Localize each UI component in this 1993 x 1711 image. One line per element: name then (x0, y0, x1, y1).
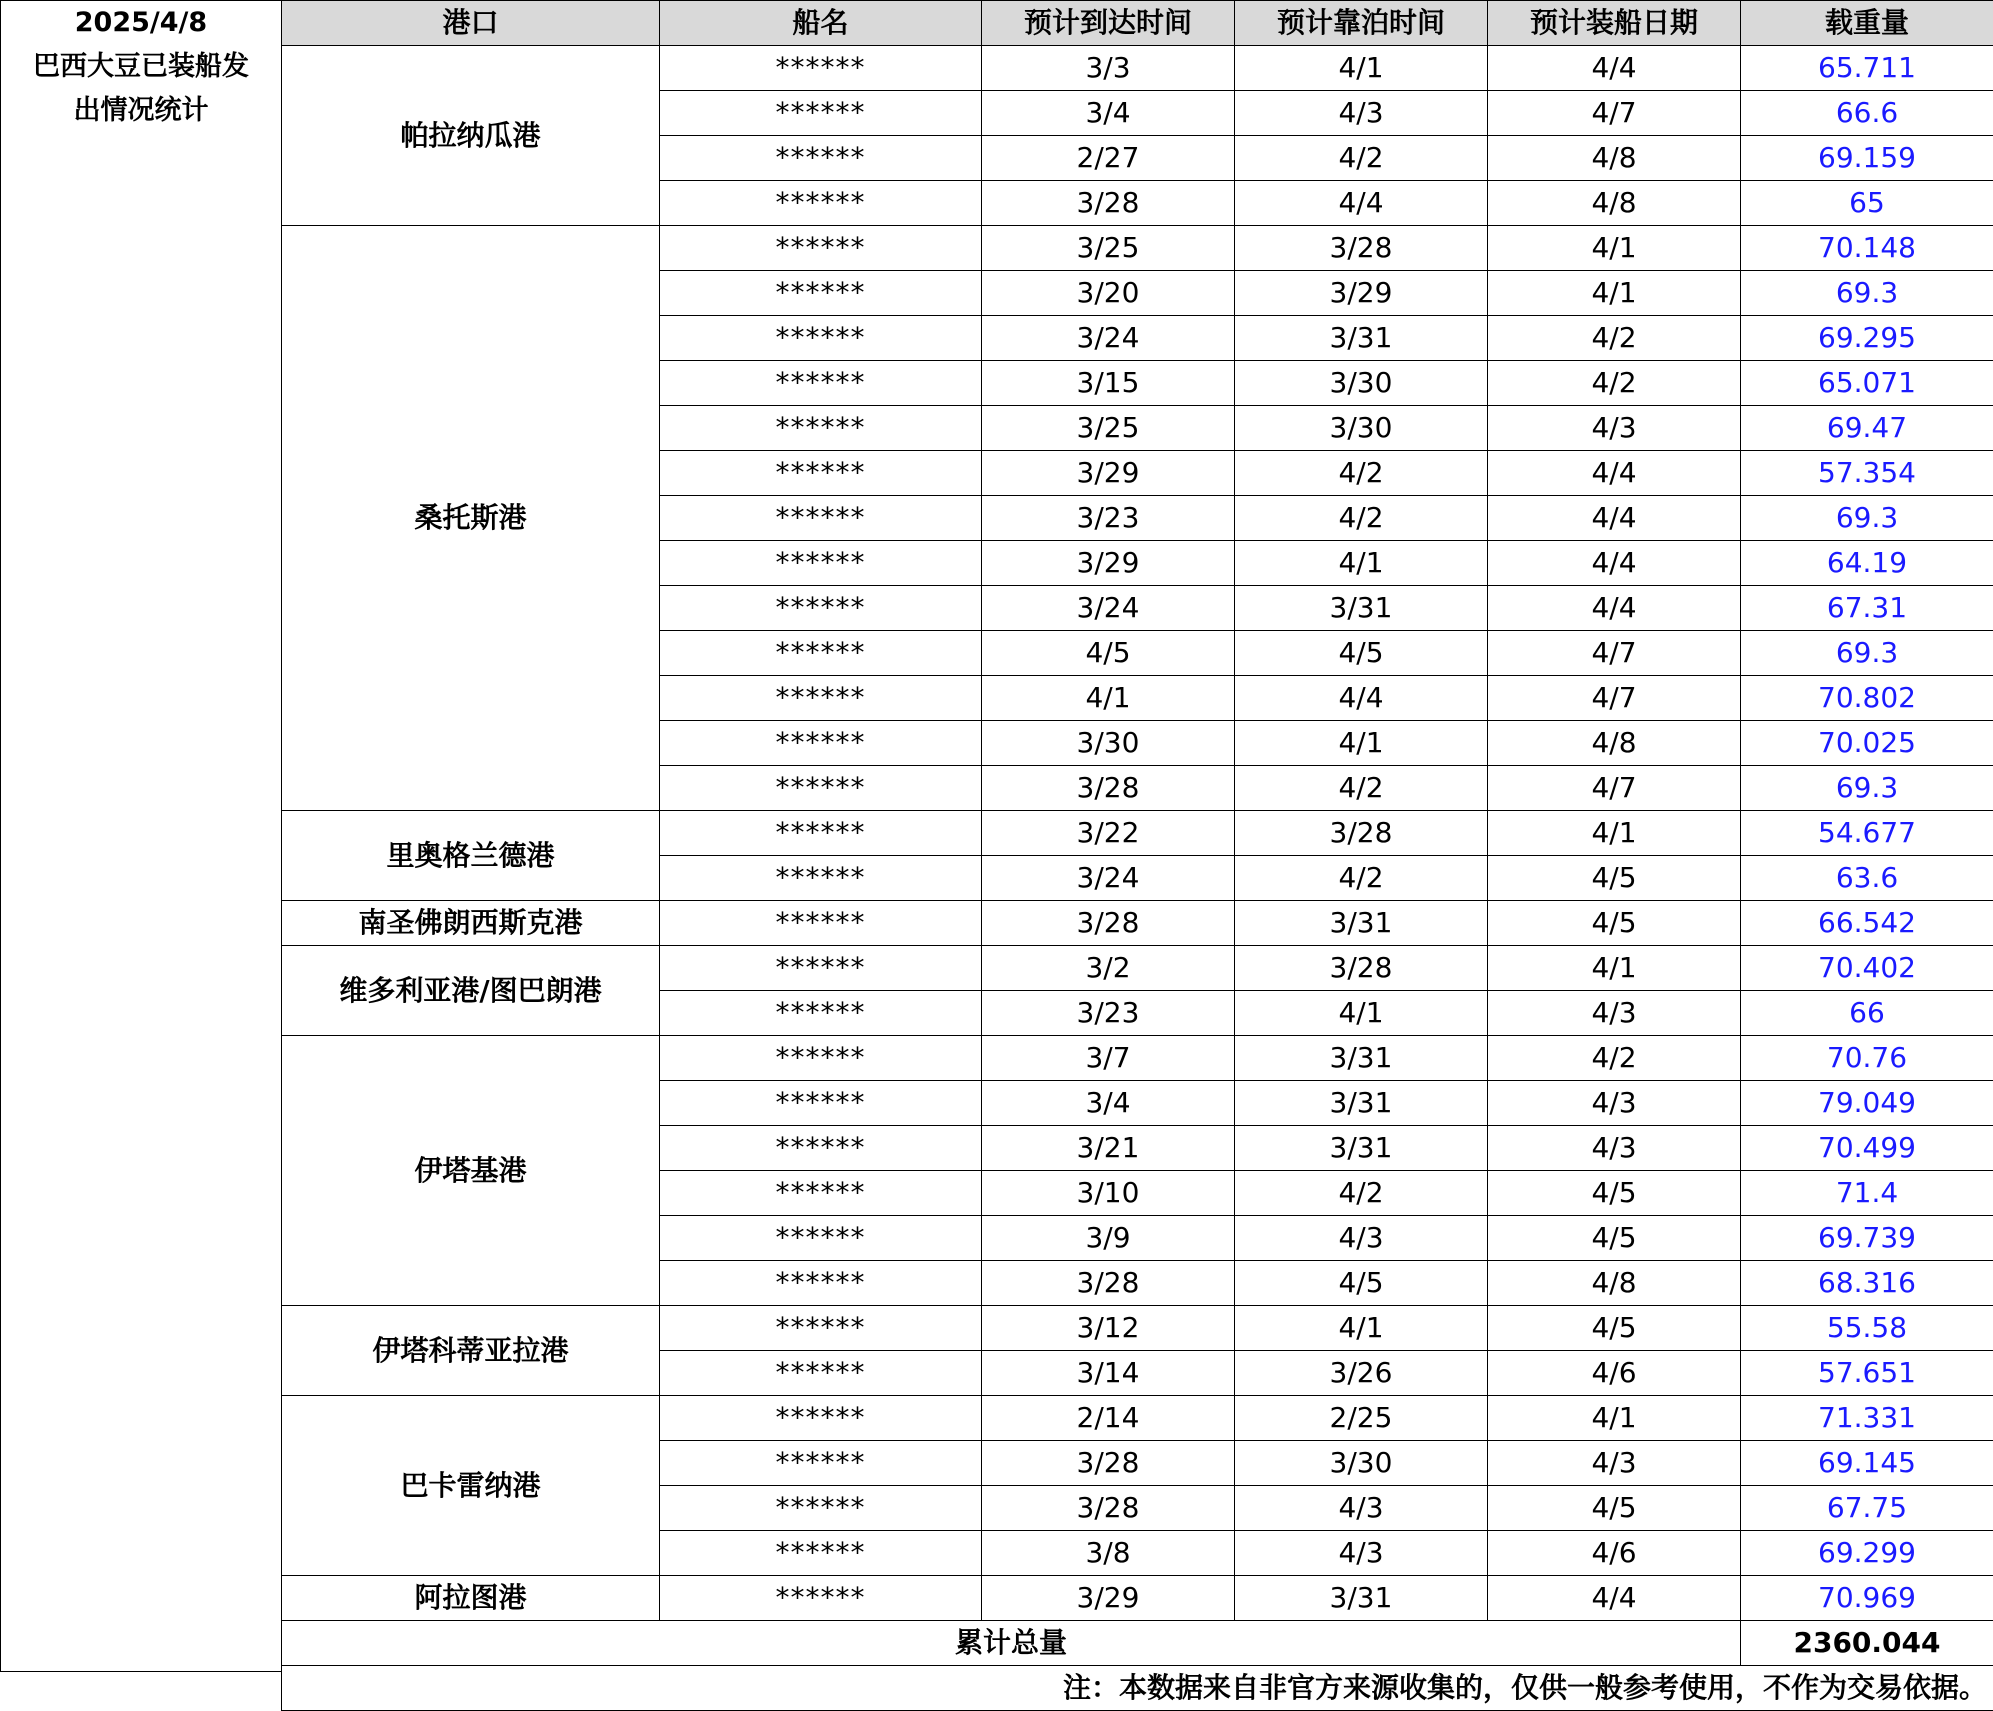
load-date-cell: 4/4 (1488, 586, 1741, 631)
table-header-row (282, 1, 1993, 46)
berth-cell: 4/1 (1235, 1306, 1488, 1351)
berth-cell: 3/31 (1235, 901, 1488, 946)
tonnage-cell: 71.331 (1741, 1396, 1993, 1441)
ship-name-cell: ****** (660, 316, 982, 361)
tonnage-cell: 69.159 (1741, 136, 1993, 181)
ship-name-cell: ****** (660, 991, 982, 1036)
tonnage-cell: 54.677 (1741, 811, 1993, 856)
table-row (282, 1396, 1993, 1441)
eta-cell: 3/25 (982, 406, 1235, 451)
ship-name-cell: ****** (660, 946, 982, 991)
berth-cell: 4/2 (1235, 766, 1488, 811)
ship-name-cell: ****** (660, 1531, 982, 1576)
report-date: 2025/4/8 (1, 1, 281, 45)
total-row (282, 1621, 1993, 1666)
berth-cell: 4/2 (1235, 136, 1488, 181)
tonnage-cell: 70.402 (1741, 946, 1993, 991)
eta-cell: 3/7 (982, 1036, 1235, 1081)
tonnage-cell: 66.6 (1741, 91, 1993, 136)
table-row (282, 1576, 1993, 1621)
ship-name-cell: ****** (660, 91, 982, 136)
berth-cell: 3/29 (1235, 271, 1488, 316)
berth-cell: 3/31 (1235, 1576, 1488, 1621)
berth-cell: 4/1 (1235, 721, 1488, 766)
port-name-cell: 阿拉图港 (282, 1576, 660, 1621)
report-sidebar (0, 0, 282, 1672)
ship-name-cell: ****** (660, 361, 982, 406)
report-title-line1: 巴西大豆已装船发 (1, 45, 281, 89)
eta-cell: 3/22 (982, 811, 1235, 856)
tonnage-cell: 67.75 (1741, 1486, 1993, 1531)
ship-name-cell: ****** (660, 586, 982, 631)
table-row (282, 226, 1993, 271)
table-row (282, 946, 1993, 991)
load-date-cell: 4/4 (1488, 541, 1741, 586)
berth-cell: 4/1 (1235, 991, 1488, 1036)
berth-cell: 3/30 (1235, 406, 1488, 451)
port-name-cell: 伊塔科蒂亚拉港 (282, 1306, 660, 1396)
ship-name-cell: ****** (660, 226, 982, 271)
load-date-cell: 4/4 (1488, 1576, 1741, 1621)
ship-name-cell: ****** (660, 271, 982, 316)
tonnage-cell: 70.148 (1741, 226, 1993, 271)
tonnage-cell: 64.19 (1741, 541, 1993, 586)
tonnage-cell: 70.969 (1741, 1576, 1993, 1621)
shipment-table (281, 0, 1993, 1711)
berth-cell: 4/1 (1235, 541, 1488, 586)
load-date-cell: 4/7 (1488, 631, 1741, 676)
ship-name-cell: ****** (660, 1081, 982, 1126)
load-date-cell: 4/5 (1488, 901, 1741, 946)
berth-cell: 4/3 (1235, 1486, 1488, 1531)
load-date-cell: 4/5 (1488, 1306, 1741, 1351)
load-date-cell: 4/2 (1488, 1036, 1741, 1081)
eta-cell: 4/5 (982, 631, 1235, 676)
ship-name-cell: ****** (660, 1126, 982, 1171)
berth-cell: 3/28 (1235, 226, 1488, 271)
tonnage-cell: 69.3 (1741, 631, 1993, 676)
eta-cell: 3/25 (982, 226, 1235, 271)
ship-name-cell: ****** (660, 1261, 982, 1306)
disclaimer-note: 注：本数据来自非官方来源收集的，仅供一般参考使用，不作为交易依据。 (282, 1666, 1993, 1711)
berth-cell: 3/30 (1235, 1441, 1488, 1486)
berth-cell: 3/31 (1235, 316, 1488, 361)
tonnage-cell: 69.295 (1741, 316, 1993, 361)
tonnage-cell: 71.4 (1741, 1171, 1993, 1216)
ship-name-cell: ****** (660, 1576, 982, 1621)
berth-cell: 2/25 (1235, 1396, 1488, 1441)
load-date-cell: 4/7 (1488, 766, 1741, 811)
eta-cell: 3/14 (982, 1351, 1235, 1396)
load-date-cell: 4/1 (1488, 811, 1741, 856)
eta-cell: 2/27 (982, 136, 1235, 181)
tonnage-cell: 67.31 (1741, 586, 1993, 631)
eta-cell: 3/4 (982, 91, 1235, 136)
ship-name-cell: ****** (660, 1216, 982, 1261)
load-date-cell: 4/1 (1488, 1396, 1741, 1441)
eta-cell: 3/29 (982, 541, 1235, 586)
table-body (282, 46, 1993, 1621)
ship-name-cell: ****** (660, 1486, 982, 1531)
load-date-cell: 4/1 (1488, 226, 1741, 271)
ship-name-cell: ****** (660, 676, 982, 721)
load-date-cell: 4/2 (1488, 361, 1741, 406)
eta-cell: 3/12 (982, 1306, 1235, 1351)
ship-name-cell: ****** (660, 1441, 982, 1486)
ship-name-cell: ****** (660, 451, 982, 496)
header-tonnage: 载重量 (1741, 1, 1993, 46)
eta-cell: 3/28 (982, 766, 1235, 811)
port-name-cell: 里奥格兰德港 (282, 811, 660, 901)
berth-cell: 4/5 (1235, 631, 1488, 676)
ship-name-cell: ****** (660, 811, 982, 856)
ship-name-cell: ****** (660, 631, 982, 676)
header-eta: 预计到达时间 (982, 1, 1235, 46)
berth-cell: 4/4 (1235, 181, 1488, 226)
load-date-cell: 4/7 (1488, 91, 1741, 136)
berth-cell: 3/28 (1235, 946, 1488, 991)
load-date-cell: 4/8 (1488, 136, 1741, 181)
port-name-cell: 帕拉纳瓜港 (282, 46, 660, 226)
load-date-cell: 4/4 (1488, 46, 1741, 91)
tonnage-cell: 69.3 (1741, 496, 1993, 541)
load-date-cell: 4/5 (1488, 1216, 1741, 1261)
port-name-cell: 维多利亚港/图巴朗港 (282, 946, 660, 1036)
eta-cell: 3/23 (982, 496, 1235, 541)
berth-cell: 4/1 (1235, 46, 1488, 91)
ship-name-cell: ****** (660, 1396, 982, 1441)
load-date-cell: 4/2 (1488, 316, 1741, 361)
tonnage-cell: 69.3 (1741, 766, 1993, 811)
ship-name-cell: ****** (660, 46, 982, 91)
berth-cell: 4/3 (1235, 91, 1488, 136)
header-ship: 船名 (660, 1, 982, 46)
eta-cell: 2/14 (982, 1396, 1235, 1441)
tonnage-cell: 66.542 (1741, 901, 1993, 946)
tonnage-cell: 57.651 (1741, 1351, 1993, 1396)
load-date-cell: 4/7 (1488, 676, 1741, 721)
ship-name-cell: ****** (660, 496, 982, 541)
eta-cell: 3/21 (982, 1126, 1235, 1171)
tonnage-cell: 63.6 (1741, 856, 1993, 901)
load-date-cell: 4/3 (1488, 1081, 1741, 1126)
load-date-cell: 4/3 (1488, 1441, 1741, 1486)
load-date-cell: 4/3 (1488, 1126, 1741, 1171)
berth-cell: 4/2 (1235, 856, 1488, 901)
eta-cell: 3/9 (982, 1216, 1235, 1261)
eta-cell: 3/3 (982, 46, 1235, 91)
port-name-cell: 南圣佛朗西斯克港 (282, 901, 660, 946)
tonnage-cell: 70.802 (1741, 676, 1993, 721)
port-name-cell: 伊塔基港 (282, 1036, 660, 1306)
table-row (282, 1036, 1993, 1081)
ship-name-cell: ****** (660, 1306, 982, 1351)
berth-cell: 3/31 (1235, 586, 1488, 631)
load-date-cell: 4/3 (1488, 406, 1741, 451)
header-berth: 预计靠泊时间 (1235, 1, 1488, 46)
berth-cell: 3/26 (1235, 1351, 1488, 1396)
ship-name-cell: ****** (660, 856, 982, 901)
tonnage-cell: 55.58 (1741, 1306, 1993, 1351)
eta-cell: 3/28 (982, 181, 1235, 226)
tonnage-cell: 69.739 (1741, 1216, 1993, 1261)
tonnage-cell: 79.049 (1741, 1081, 1993, 1126)
load-date-cell: 4/1 (1488, 946, 1741, 991)
ship-name-cell: ****** (660, 1171, 982, 1216)
load-date-cell: 4/8 (1488, 1261, 1741, 1306)
berth-cell: 4/2 (1235, 496, 1488, 541)
tonnage-cell: 65 (1741, 181, 1993, 226)
berth-cell: 4/3 (1235, 1216, 1488, 1261)
ship-name-cell: ****** (660, 721, 982, 766)
ship-name-cell: ****** (660, 406, 982, 451)
load-date-cell: 4/5 (1488, 1486, 1741, 1531)
load-date-cell: 4/6 (1488, 1351, 1741, 1396)
ship-name-cell: ****** (660, 766, 982, 811)
eta-cell: 3/29 (982, 451, 1235, 496)
ship-name-cell: ****** (660, 1036, 982, 1081)
report-title-line2: 出情况统计 (1, 89, 281, 133)
eta-cell: 3/24 (982, 856, 1235, 901)
eta-cell: 3/10 (982, 1171, 1235, 1216)
load-date-cell: 4/8 (1488, 721, 1741, 766)
eta-cell: 3/24 (982, 586, 1235, 631)
header-load-date: 预计装船日期 (1488, 1, 1741, 46)
eta-cell: 3/28 (982, 1261, 1235, 1306)
load-date-cell: 4/6 (1488, 1531, 1741, 1576)
header-port: 港口 (282, 1, 660, 46)
eta-cell: 3/28 (982, 1486, 1235, 1531)
eta-cell: 3/8 (982, 1531, 1235, 1576)
table-row (282, 811, 1993, 856)
eta-cell: 4/1 (982, 676, 1235, 721)
tonnage-cell: 65.711 (1741, 46, 1993, 91)
total-label: 累计总量 (282, 1621, 1741, 1666)
tonnage-cell: 70.025 (1741, 721, 1993, 766)
eta-cell: 3/30 (982, 721, 1235, 766)
table-row (282, 46, 1993, 91)
eta-cell: 3/2 (982, 946, 1235, 991)
tonnage-cell: 57.354 (1741, 451, 1993, 496)
tonnage-cell: 69.3 (1741, 271, 1993, 316)
port-name-cell: 桑托斯港 (282, 226, 660, 811)
berth-cell: 4/2 (1235, 451, 1488, 496)
tonnage-cell: 70.499 (1741, 1126, 1993, 1171)
ship-name-cell: ****** (660, 901, 982, 946)
load-date-cell: 4/4 (1488, 496, 1741, 541)
tonnage-cell: 65.071 (1741, 361, 1993, 406)
tonnage-cell: 66 (1741, 991, 1993, 1036)
tonnage-cell: 68.316 (1741, 1261, 1993, 1306)
ship-name-cell: ****** (660, 136, 982, 181)
berth-cell: 3/28 (1235, 811, 1488, 856)
ship-name-cell: ****** (660, 1351, 982, 1396)
berth-cell: 3/31 (1235, 1126, 1488, 1171)
eta-cell: 3/28 (982, 1441, 1235, 1486)
tonnage-cell: 69.47 (1741, 406, 1993, 451)
ship-name-cell: ****** (660, 181, 982, 226)
berth-cell: 4/5 (1235, 1261, 1488, 1306)
eta-cell: 3/20 (982, 271, 1235, 316)
port-name-cell: 巴卡雷纳港 (282, 1396, 660, 1576)
ship-name-cell: ****** (660, 541, 982, 586)
tonnage-cell: 69.145 (1741, 1441, 1993, 1486)
eta-cell: 3/24 (982, 316, 1235, 361)
tonnage-cell: 69.299 (1741, 1531, 1993, 1576)
load-date-cell: 4/3 (1488, 991, 1741, 1036)
tonnage-cell: 70.76 (1741, 1036, 1993, 1081)
berth-cell: 3/31 (1235, 1081, 1488, 1126)
berth-cell: 4/3 (1235, 1531, 1488, 1576)
table-row (282, 1306, 1993, 1351)
load-date-cell: 4/4 (1488, 451, 1741, 496)
berth-cell: 4/2 (1235, 1171, 1488, 1216)
eta-cell: 3/15 (982, 361, 1235, 406)
table-row (282, 901, 1993, 946)
note-row (282, 1666, 1993, 1711)
eta-cell: 3/4 (982, 1081, 1235, 1126)
load-date-cell: 4/8 (1488, 181, 1741, 226)
load-date-cell: 4/5 (1488, 856, 1741, 901)
berth-cell: 3/30 (1235, 361, 1488, 406)
eta-cell: 3/23 (982, 991, 1235, 1036)
berth-cell: 3/31 (1235, 1036, 1488, 1081)
total-value: 2360.044 (1741, 1621, 1993, 1666)
eta-cell: 3/28 (982, 901, 1235, 946)
load-date-cell: 4/5 (1488, 1171, 1741, 1216)
load-date-cell: 4/1 (1488, 271, 1741, 316)
berth-cell: 4/4 (1235, 676, 1488, 721)
eta-cell: 3/29 (982, 1576, 1235, 1621)
